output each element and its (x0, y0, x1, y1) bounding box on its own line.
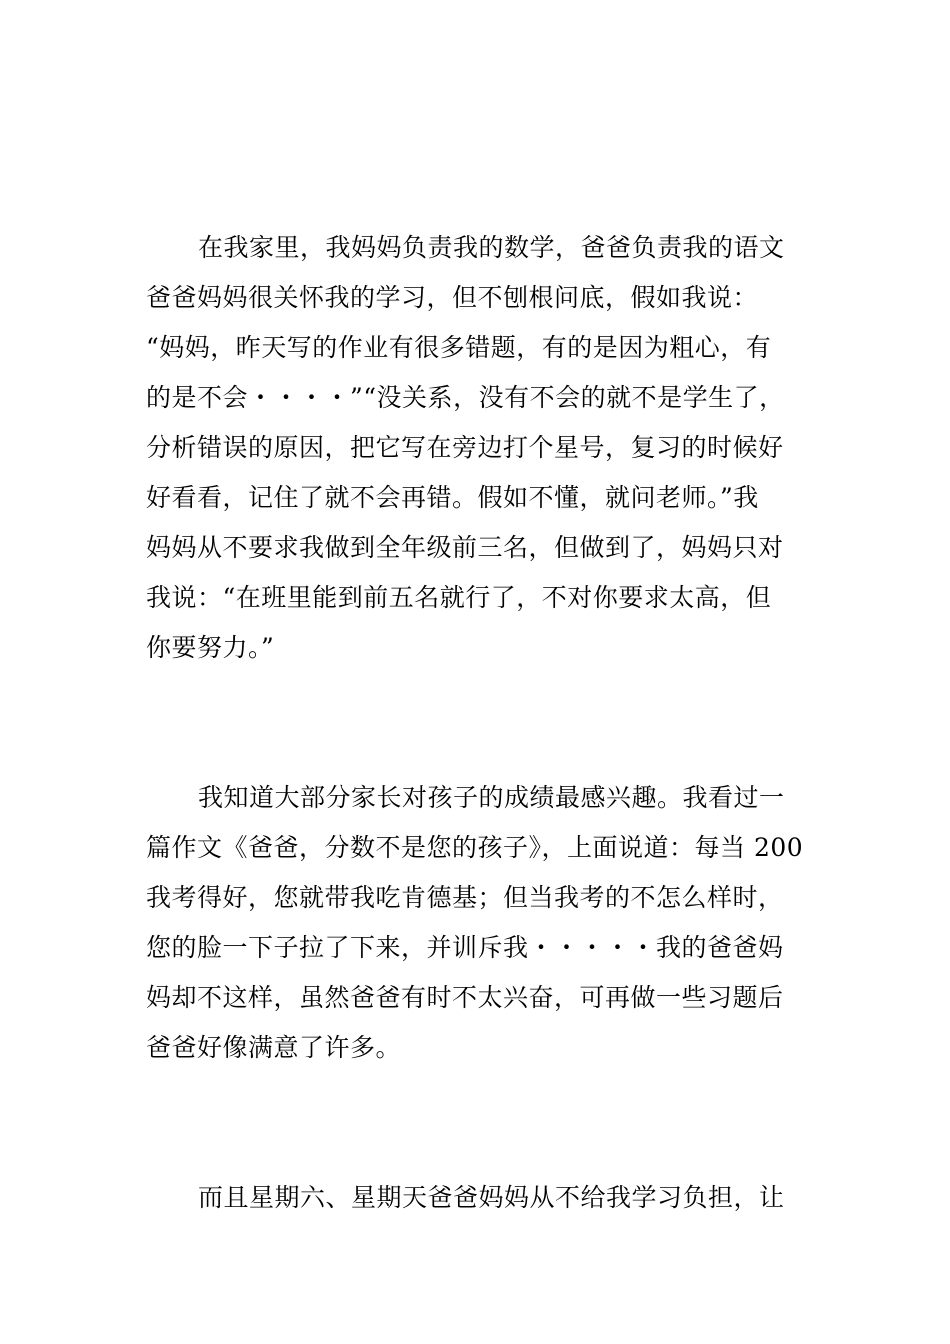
paragraph-2-line-3: 我考得好，您就带我吃肯德基；但当我考的不怎么样时， (146, 883, 784, 912)
paragraph-1-line-6: 好看看，记住了就不会再错。假如不懂，就问老师。”我 (146, 483, 759, 512)
paragraph-2-line-6: 爸爸好像满意了许多。 (146, 1033, 402, 1062)
paragraph-1-line-3: “妈妈，昨天写的作业有很多错题，有的是因为粗心，有 (146, 333, 772, 362)
paragraph-1-line-2: 爸爸妈妈很关怀我的学习，但不刨根问底，假如我说： (146, 283, 759, 312)
paragraph-3-line-1: 而且星期六、星期天爸爸妈妈从不给我学习负担，让 (198, 1183, 785, 1212)
paragraph-2-line-2: 篇作文《爸爸，分数不是您的孩子》，上面说道：每当 200 (146, 833, 804, 862)
paragraph-1-line-9: 你要努力。” (146, 633, 275, 662)
paragraph-2-line-5: 妈却不这样，虽然爸爸有时不太兴奋，可再做一些习题后 (146, 983, 784, 1012)
paragraph-1-line-1: 在我家里，我妈妈负责我的数学，爸爸负责我的语文 (198, 233, 785, 262)
paragraph-2-line-1: 我知道大部分家长对孩子的成绩最感兴趣。我看过一 (198, 783, 785, 812)
paragraph-1-line-4: 的是不会・・・・”“没关系，没有不会的就不是学生了， (146, 383, 785, 412)
paragraph-2-line-4: 您的脸一下子拉了下来，并训斥我・・・・・我的爸爸妈 (146, 933, 784, 962)
paragraph-1-line-5: 分析错误的原因，把它写在旁边打个星号，复习的时候好 (146, 433, 784, 462)
paragraph-1-line-8: 我说：“在班里能到前五名就行了，不对你要求太高，但 (146, 583, 772, 612)
paragraph-1-line-7: 妈妈从不要求我做到全年级前三名，但做到了，妈妈只对 (146, 533, 784, 562)
